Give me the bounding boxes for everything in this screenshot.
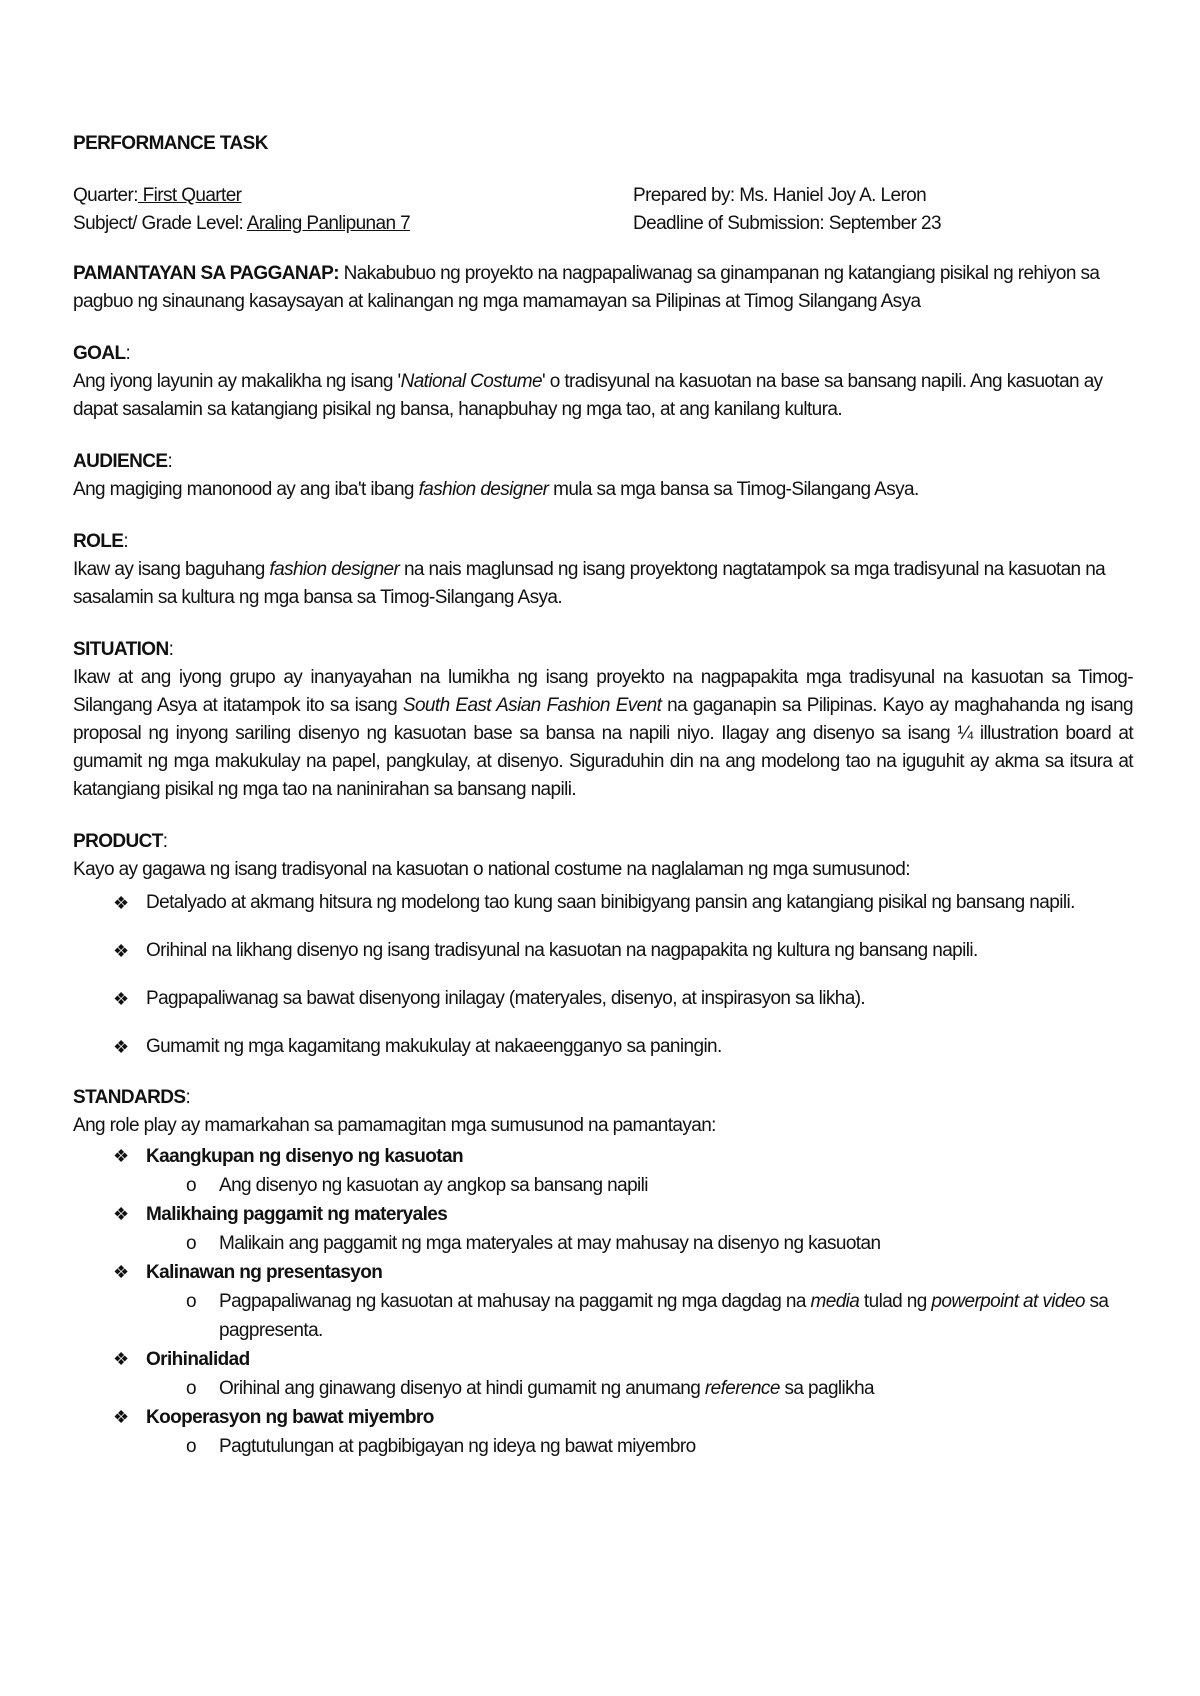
list-item [73, 1258, 1133, 1345]
product-colon: : [162, 831, 168, 852]
diamond-bullet-icon: ❖ [113, 989, 129, 1009]
document-page [73, 130, 1133, 1485]
quarter-label: Quarter: [73, 185, 138, 206]
list-item [73, 982, 1133, 1016]
quarter-value: First Quarter [137, 185, 242, 206]
goal-text-2: ' o tradisyunal na kasuotan na base sa bansang napili. Ang kasuotan ay dapat sasalamin sa katangiang pisikal ng bansa, hanapbuhay ng mga tao, at ang kanilang kultura. [73, 371, 1103, 420]
diamond-bullet-icon: ❖ [113, 1262, 129, 1282]
audience-text-2: mula sa mga bansa sa Timog-Silangang Asya. [548, 479, 919, 500]
goal-text-italic: National Costume [400, 371, 542, 392]
situation-text-italic: South East Asian Fashion Event [402, 695, 662, 716]
subject-line [73, 210, 603, 238]
criterion-desc-2: tulad ng [859, 1291, 932, 1312]
situation-text-2: na gaganapin sa Pilipinas. Kayo ay maghahanda ng isang proposal ng inyong sariling disenyo ng kasuotan base sa bansa na napili niyo. Ilagay ang disenyo sa isang ¼ illustration board at gumamit ng mga makukulay na papel, pangkulay, at disenyo. Siguraduhin din na ang modelong tao na iguguhit ay akma sa itsura at katangiang pisikal ng mga tao na naninirahan sa bansang napili. [73, 695, 1133, 800]
subject-value: Araling Panlipunan 7 [246, 213, 411, 234]
goal-label: GOAL [73, 343, 126, 364]
diamond-bullet-icon: ❖ [113, 1349, 129, 1369]
diamond-bullet-icon: ❖ [113, 1146, 129, 1166]
audience-text-italic: fashion designer [418, 479, 549, 500]
pamantayan-text: Nakabubuo ng proyekto na nagpapaliwanag sa ginampanan ng katangiang pisikal ng rehiyon sa pagbuo ng sinaunang kasaysayan at kalinangan ng mga mamamayan sa Pilipinas at Timog Silangang Asya [73, 263, 1100, 312]
list-item [73, 934, 1133, 968]
goal-section [73, 340, 1133, 424]
criterion-sublist [146, 1171, 1133, 1200]
standards-intro: Ang role play ay mamarkahan sa pamamagitan mga sumusunod na pamantayan: [73, 1115, 716, 1136]
list-item [73, 1030, 1133, 1064]
subject-label: Subject/ Grade Level: [73, 213, 247, 234]
list-item [146, 1432, 1133, 1461]
prepared-by: Prepared by: Ms. Haniel Joy A. Leron [633, 185, 927, 206]
pamantayan-label: PAMANTAYAN SA PAGGANAP: [73, 263, 339, 284]
list-item [73, 1200, 1133, 1258]
criterion-name: Orihinalidad [146, 1349, 250, 1370]
criterion-sublist [146, 1374, 1133, 1403]
list-item [73, 886, 1133, 920]
diamond-bullet-icon: ❖ [113, 893, 129, 913]
product-intro: Kayo ay gagawa ng isang tradisyonal na kasuotan o national costume na naglalaman ng mga sumusunod: [73, 859, 910, 880]
criterion-desc: Ang disenyo ng kasuotan ay angkop sa bansang napili [219, 1175, 648, 1196]
circle-bullet-icon: o [186, 1233, 196, 1254]
circle-bullet-icon: o [186, 1378, 196, 1399]
product-item-text: Orihinal na likhang disenyo ng isang tradisyunal na kasuotan na nagpapakita ng kultura ng bansang napili. [146, 940, 978, 961]
list-item [73, 1345, 1133, 1403]
criterion-desc-1: Orihinal ang ginawang disenyo at hindi gumamit ng anumang [219, 1378, 705, 1399]
role-label: ROLE [73, 531, 124, 552]
situation-section [73, 636, 1133, 804]
audience-colon: : [167, 451, 173, 472]
role-section [73, 528, 1133, 612]
diamond-bullet-icon: ❖ [113, 1407, 129, 1427]
audience-section [73, 448, 1133, 504]
role-text-2: na nais maglunsad ng isang proyektong nagtatampok sa mga tradisyunal na kasuotan na sasalamin sa kultura ng mga bansa sa Timog-Silangang Asya. [73, 559, 1106, 608]
circle-bullet-icon: o [186, 1175, 196, 1196]
audience-text-1: Ang magiging manonood ay ang iba't ibang [73, 479, 419, 500]
standards-colon: : [185, 1087, 191, 1108]
criterion-name: Kalinawan ng presentasyon [146, 1262, 383, 1283]
product-label: PRODUCT [73, 831, 163, 852]
standards-label: STANDARDS [73, 1087, 186, 1108]
criterion-desc-italic-2: powerpoint at video [931, 1291, 1085, 1312]
situation-label: SITUATION [73, 639, 169, 660]
role-text [73, 556, 1133, 612]
diamond-bullet-icon: ❖ [113, 1037, 129, 1057]
pamantayan-section [73, 260, 1133, 316]
standards-section [73, 1084, 1133, 1461]
quarter-line [73, 182, 603, 210]
criterion-desc-2: sa paglikha [779, 1378, 874, 1399]
standards-list [73, 1142, 1133, 1461]
role-text-italic: fashion designer [269, 559, 400, 580]
goal-colon: : [125, 343, 131, 364]
product-section [73, 828, 1133, 1064]
criterion-desc: Malikain ang paggamit ng mga materyales at may mahusay na disenyo ng kasuotan [219, 1233, 881, 1254]
document-meta [73, 182, 1133, 238]
diamond-bullet-icon: ❖ [113, 941, 129, 961]
criterion-sublist [146, 1432, 1133, 1461]
list-item [146, 1374, 1133, 1403]
list-item [73, 1403, 1133, 1461]
criterion-desc-italic: reference [704, 1378, 780, 1399]
product-item-text: Pagpapaliwanag sa bawat disenyong inilagay (materyales, disenyo, at inspirasyon sa likha). [146, 988, 866, 1009]
product-item-text: Detalyado at akmang hitsura ng modelong tao kung saan binibigyang pansin ang katangiang pisikal ng bansang napili. [146, 892, 1075, 913]
meta-left [73, 182, 603, 238]
criterion-sublist [146, 1229, 1133, 1258]
audience-label: AUDIENCE [73, 451, 168, 472]
goal-text [73, 368, 1133, 424]
criterion-desc-1: Pagpapaliwanag ng kasuotan at mahusay na paggamit ng mga dagdag na [219, 1291, 811, 1312]
criterion-desc-3: sa pagpresenta. [219, 1291, 1109, 1341]
product-list [73, 886, 1133, 1064]
meta-right [633, 182, 1133, 238]
audience-text [73, 476, 1133, 504]
criterion-name: Malikhaing paggamit ng materyales [146, 1204, 448, 1225]
criterion-sublist [146, 1287, 1133, 1345]
circle-bullet-icon: o [186, 1291, 196, 1312]
criterion-desc-italic-1: media [810, 1291, 860, 1312]
list-item [146, 1171, 1133, 1200]
criterion-desc: Pagtutulungan at pagbibigayan ng ideya ng bawat miyembro [219, 1436, 696, 1457]
role-text-1: Ikaw ay isang baguhang [73, 559, 270, 580]
list-item [146, 1229, 1133, 1258]
deadline: Deadline of Submission: September 23 [633, 213, 941, 234]
circle-bullet-icon: o [186, 1436, 196, 1457]
list-item [146, 1287, 1133, 1345]
situation-text [73, 664, 1133, 804]
list-item [73, 1142, 1133, 1200]
criterion-name: Kooperasyon ng bawat miyembro [146, 1407, 434, 1428]
diamond-bullet-icon: ❖ [113, 1204, 129, 1224]
role-colon: : [123, 531, 129, 552]
situation-text-1: Ikaw at ang iyong grupo ay inanyayahan na lumikha ng isang proyekto na nagpapakita mga tradisyunal na kasuotan sa Timog-Silangang Asya at itatampok ito sa isang [73, 667, 1133, 716]
situation-colon: : [168, 639, 174, 660]
criterion-name: Kaangkupan ng disenyo ng kasuotan [146, 1146, 463, 1167]
goal-text-1: Ang iyong layunin ay makalikha ng isang ' [73, 371, 401, 392]
document-title: PERFORMANCE TASK [73, 133, 268, 154]
product-item-text: Gumamit ng mga kagamitang makukulay at nakaeengganyo sa paningin. [146, 1036, 722, 1057]
